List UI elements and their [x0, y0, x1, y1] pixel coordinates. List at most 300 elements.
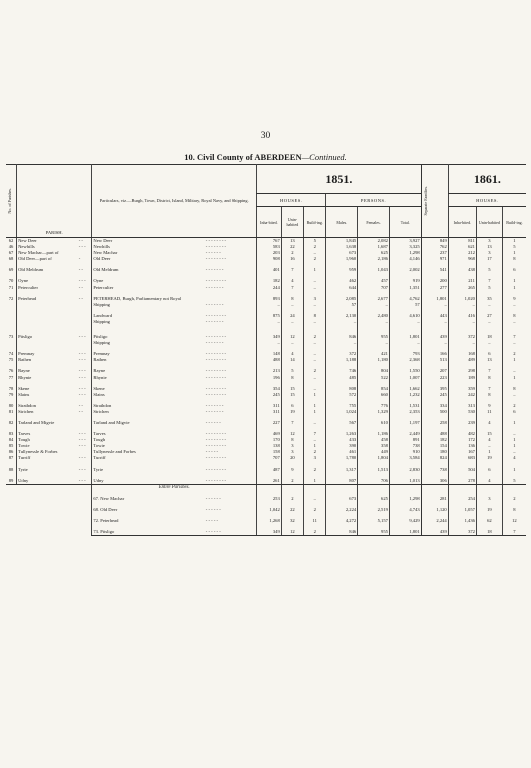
particulars: Skene [92, 386, 205, 392]
parish-number: 72 [8, 295, 14, 301]
houses-inhabited-1851: 488 [257, 357, 282, 363]
parish-number: 84 [8, 437, 14, 443]
col-females: Females. [358, 207, 390, 238]
total-1851: 2,830 [389, 467, 421, 473]
total-1851: 3,325 [389, 244, 421, 250]
houses-building-1851: 1 [304, 267, 326, 273]
males-1851: 673 [326, 250, 358, 256]
houses-uninhabited-1861: 9 [476, 403, 502, 409]
houses-building-1861: 5 [502, 478, 526, 485]
houses-uninhabited-1861: 18 [476, 334, 502, 340]
houses-inhabited-1861: 265 [448, 285, 476, 291]
houses-uninhabited-1861: 4 [476, 437, 502, 443]
houses-uninhabited-1851: 15 [281, 386, 303, 392]
houses-inhabited-1861: 621 [448, 244, 476, 250]
parish-number: 81 [8, 408, 14, 414]
houses-uninhabited-1851: 12 [281, 529, 303, 536]
males-1851: 2,130 [326, 313, 358, 319]
page-title [0, 152, 531, 162]
title-main: Civil County of ABERDEEN [197, 152, 302, 162]
males-1851: 2,224 [326, 507, 358, 513]
houses-uninhabited-1861: 27 [476, 313, 502, 319]
houses-1861-group: HOUSES. [448, 194, 526, 207]
particulars-leader: - - - - - - [205, 419, 221, 425]
separate-families: 306 [421, 478, 448, 485]
table-row [6, 478, 526, 485]
total-1851: 1,232 [389, 392, 421, 398]
houses-building-1861: 8 [502, 507, 526, 513]
houses-inhabited-1851: 261 [257, 478, 282, 485]
persons-1851-group: PERSONS. [326, 194, 421, 207]
houses-inhabited-1861: 438 [448, 267, 476, 273]
houses-building-1851: 2 [304, 368, 326, 374]
entire-parish-name: 68. Old Deer [92, 507, 205, 513]
houses-building-1851: 2 [304, 244, 326, 250]
separate-families: 200 [421, 278, 448, 284]
particulars-leader: - - - - - - - [205, 284, 224, 290]
houses-building-1861: 2 [502, 351, 526, 357]
separate-families: 334 [421, 403, 448, 409]
houses-inhabited-1851: 354 [257, 386, 282, 392]
separate-families: – [421, 319, 448, 325]
total-1851: 1,801 [389, 529, 421, 536]
houses-inhabited-1861: 968 [448, 256, 476, 262]
houses-uninhabited-1861: 3 [476, 496, 502, 502]
parish-leader: - - - [78, 385, 86, 391]
houses-inhabited-1851: 196 [257, 375, 282, 381]
parish-number: 69 [8, 267, 14, 273]
houses-building-1861: 1 [502, 420, 526, 426]
houses-inhabited-1861: 298 [448, 368, 476, 374]
houses-building-1851: 2 [304, 256, 326, 262]
houses-uninhabited-1851: 8 [281, 296, 303, 302]
total-1851: 2,449 [389, 431, 421, 437]
houses-inhabited-1861: 168 [448, 351, 476, 357]
separate-families: 182 [421, 437, 448, 443]
houses-uninhabited-1861: 17 [476, 256, 502, 262]
houses-uninhabited-1851: 19 [281, 409, 303, 415]
particulars: Tarland and Migvie [92, 420, 205, 426]
particulars: Shipping [92, 340, 205, 346]
houses-building-1861: 6 [502, 267, 526, 273]
parish-number: 70 [8, 278, 14, 284]
houses-inhabited-1861: 136 [448, 443, 476, 449]
houses-inhabited-1851: 349 [257, 529, 282, 536]
particulars-leader: - - - - - - - - [205, 374, 227, 380]
blank-cell [281, 484, 303, 491]
separate-families: 180 [421, 449, 448, 455]
houses-building-1861: 7 [502, 334, 526, 340]
males-1851: 807 [326, 478, 358, 485]
houses-uninhabited-1851: 12 [281, 431, 303, 437]
houses-building-1861: – [502, 392, 526, 398]
houses-building-1861: 1 [502, 443, 526, 449]
particulars-leader: - - - - - - - - [205, 455, 227, 461]
col-building-1861: Build-ing. [502, 207, 526, 238]
parish-number: 75 [8, 357, 14, 363]
particulars-leader: - - - - - - - - [205, 437, 227, 443]
females-1851: 1,186 [358, 431, 390, 437]
entire-parishes-body [6, 484, 526, 535]
blank-cell [421, 484, 448, 491]
houses-inhabited-1861: – [448, 302, 476, 308]
parish-leader: - - - [78, 351, 86, 357]
parish-name: Strathdon [17, 403, 78, 409]
total-1851: 1,550 [389, 368, 421, 374]
separate-families: 277 [421, 285, 448, 291]
parish-leader: - - [78, 408, 83, 414]
houses-inhabited-1861: 811 [448, 238, 476, 245]
houses-inhabited-1861: 489 [448, 357, 476, 363]
houses-building-1861: 12 [502, 518, 526, 524]
females-1851: 421 [358, 351, 390, 357]
houses-building-1861: 7 [502, 529, 526, 536]
blank-cell [6, 529, 17, 536]
parish-leader: - - [78, 238, 83, 243]
spacer-cell [17, 325, 78, 334]
females-1851: 706 [358, 478, 390, 485]
separate-families: 500 [421, 409, 448, 415]
separate-families: 971 [421, 256, 448, 262]
parish-leader: - - [78, 284, 83, 290]
particulars: Udny [92, 478, 205, 485]
houses-uninhabited-1851: 6 [281, 403, 303, 409]
houses-inhabited-1851: 170 [257, 437, 282, 443]
parish-leader: - - - [78, 443, 86, 449]
males-1851: 462 [326, 278, 358, 284]
particulars-leader: - - - - - - - - [205, 478, 257, 485]
separate-families: 207 [421, 368, 448, 374]
particulars: New Deer [92, 238, 205, 245]
houses-uninhabited-1851: 16 [281, 256, 303, 262]
females-1851: 1,513 [358, 467, 390, 473]
houses-uninhabited-1861: 7 [476, 278, 502, 284]
houses-building-1861: – [502, 319, 526, 325]
houses-inhabited-1851: 148 [257, 351, 282, 357]
houses-uninhabited-1851: – [281, 302, 303, 308]
total-1851: 919 [389, 278, 421, 284]
parish-leader: - - [78, 402, 83, 408]
separate-families: – [421, 340, 448, 346]
males-1851: 1,960 [326, 256, 358, 262]
females-1851: 2,186 [358, 256, 390, 262]
houses-uninhabited-1851: 3 [281, 443, 303, 449]
particulars-leader: - - - - - - - [205, 267, 224, 273]
houses-uninhabited-1851: 7 [281, 420, 303, 426]
particulars: Old Meldrum [92, 267, 205, 273]
houses-uninhabited-1851: 32 [281, 518, 303, 524]
houses-uninhabited-1851: 8 [281, 437, 303, 443]
separate-families: 237 [421, 250, 448, 256]
particulars: Shipping [92, 319, 205, 325]
males-1851: 673 [326, 496, 358, 502]
houses-building-1861: 9 [502, 296, 526, 302]
males-1851: 1,780 [326, 455, 358, 461]
parish-name: Udny [17, 478, 78, 485]
houses-building-1851: – [304, 302, 326, 308]
houses-inhabited-1851: 213 [257, 368, 282, 374]
houses-uninhabited-1861: 15 [476, 431, 502, 437]
houses-building-1851: 3 [304, 455, 326, 461]
houses-building-1861: 1 [502, 375, 526, 381]
females-1851: 1,180 [358, 357, 390, 363]
total-1851: 1,298 [389, 250, 421, 256]
blank-cell [257, 484, 282, 491]
houses-inhabited-1861: 482 [448, 431, 476, 437]
females-1851: 804 [358, 368, 390, 374]
houses-uninhabited-1861: 4 [476, 478, 502, 485]
houses-building-1861: 1 [502, 437, 526, 443]
blank-cell [78, 529, 92, 536]
houses-inhabited-1851: 182 [257, 278, 282, 284]
houses-inhabited-1851: 158 [257, 449, 282, 455]
houses-uninhabited-1851: 7 [281, 285, 303, 291]
houses-building-1851: – [304, 357, 326, 363]
entire-parishes-heading-row [6, 484, 526, 491]
parish-number: 71 [8, 284, 14, 290]
houses-inhabited-1851: 244 [257, 285, 282, 291]
separate-families: 281 [421, 496, 448, 502]
houses-building-1851: – [304, 351, 326, 357]
houses-inhabited-1851: 138 [257, 443, 282, 449]
parish-number: 79 [8, 391, 14, 397]
parish-leader: - - - [78, 334, 86, 340]
particulars: Newhills [92, 244, 205, 250]
col-inhabited-1861: Inha-bited. [448, 207, 476, 238]
spacer-cell [326, 325, 358, 334]
houses-uninhabited-1861: 18 [476, 529, 502, 536]
houses-building-1851: 2 [304, 334, 326, 340]
particulars: Peterculter [92, 285, 205, 291]
particulars-leader: - - - - - - - [205, 402, 224, 408]
entire-parish-row [6, 529, 526, 536]
spacer-cell [389, 325, 421, 334]
particulars: Tullynessle and Forbes [92, 449, 205, 455]
particulars-leader: - - - - - - - - [205, 334, 227, 340]
houses-building-1851: 3 [304, 296, 326, 302]
houses-building-1861: – [502, 368, 526, 374]
particulars: PETERHEAD, Burgh, Parliamentary not Royal [92, 296, 205, 302]
houses-building-1861: 1 [502, 278, 526, 284]
houses-inhabited-1861: 1,057 [448, 507, 476, 513]
separate-families: 439 [421, 529, 448, 536]
parish-leader: - - - [78, 357, 86, 363]
males-1851: 567 [326, 420, 358, 426]
particulars: Landward [92, 313, 205, 319]
total-1851: 2,002 [389, 267, 421, 273]
houses-building-1851: 2 [304, 449, 326, 455]
blank-cell [448, 484, 476, 491]
total-1851: 2,353 [389, 409, 421, 415]
houses-uninhabited-1851: 9 [281, 467, 303, 473]
parish-leader: - - - [78, 244, 86, 250]
particulars: Oyne [92, 278, 205, 284]
females-1851: 776 [358, 403, 390, 409]
houses-uninhabited-1861: 13 [476, 244, 502, 250]
particulars-leader: - - - - - - - - [205, 351, 227, 357]
houses-inhabited-1861: 172 [448, 437, 476, 443]
entire-parish-name: 67. New Machar [92, 496, 205, 502]
year-1861: 1861. [448, 165, 526, 194]
particulars-leader: - - - - - - - [205, 318, 224, 324]
houses-uninhabited-1861: 3 [476, 250, 502, 256]
separate-families: 443 [421, 313, 448, 319]
blank-cell [358, 484, 390, 491]
parish-name: Strichen [17, 409, 78, 415]
parish-number: 85 [8, 443, 14, 449]
parish-leader: - - - [78, 368, 86, 374]
page-number: 30 [260, 131, 271, 141]
parish-leader: - - - [78, 391, 86, 397]
houses-building-1861: – [502, 431, 526, 437]
houses-inhabited-1861: 167 [448, 449, 476, 455]
females-1851: 625 [358, 250, 390, 256]
houses-inhabited-1851: 1,268 [257, 518, 282, 524]
males-1851: 1,638 [326, 244, 358, 250]
houses-inhabited-1851: 1,042 [257, 507, 282, 513]
particulars-leader: - - - - - - - - [205, 256, 227, 262]
houses-inhabited-1851: 875 [257, 313, 282, 319]
col-no-of-parishes: No. of Parishes. [7, 188, 12, 214]
spacer-cell [281, 325, 303, 334]
parish-name: Old Deer—part of [17, 256, 78, 262]
houses-building-1861: 8 [502, 256, 526, 262]
houses-inhabited-1861: 530 [448, 409, 476, 415]
separate-families: 395 [421, 386, 448, 392]
houses-building-1851: 1 [304, 478, 326, 485]
houses-building-1851: – [304, 496, 326, 502]
houses-building-1851: 8 [304, 313, 326, 319]
houses-building-1861: 1 [502, 250, 526, 256]
houses-uninhabited-1851: 13 [281, 238, 303, 245]
houses-uninhabited-1851: – [281, 340, 303, 346]
parish-number: 88 [8, 466, 14, 472]
females-1851: 955 [358, 334, 390, 340]
total-1851: 3,927 [389, 238, 421, 245]
total-1851: 1,351 [389, 285, 421, 291]
total-1851: 1,197 [389, 420, 421, 426]
col-building: Build-ing. [304, 207, 326, 238]
males-1851: 2,085 [326, 296, 358, 302]
houses-inhabited-1861: 278 [448, 478, 476, 485]
separate-families: 541 [421, 267, 448, 273]
males-1851: 755 [326, 403, 358, 409]
houses-building-1851: – [304, 250, 326, 256]
parish-number: 80 [8, 402, 14, 408]
houses-building-1861: – [502, 449, 526, 455]
houses-inhabited-1861: 416 [448, 313, 476, 319]
parish-leader: - - - [78, 455, 86, 461]
males-1851: 846 [326, 334, 358, 340]
parish-leader: - - - [78, 466, 86, 472]
houses-building-1861: 8 [502, 386, 526, 392]
houses-building-1851: 11 [304, 518, 326, 524]
males-1851: 959 [326, 267, 358, 273]
houses-building-1851: 1 [304, 392, 326, 398]
females-1851: 955 [358, 529, 390, 536]
houses-inhabited-1851: 583 [257, 244, 282, 250]
separate-families: 223 [421, 375, 448, 381]
houses-inhabited-1851: 245 [257, 392, 282, 398]
separate-families: 2,244 [421, 518, 448, 524]
parish-name: Oyne [17, 278, 78, 284]
parish-number: 68 [8, 256, 14, 262]
houses-uninhabited-1861: 7 [476, 386, 502, 392]
blank-cell [389, 484, 421, 491]
houses-uninhabited-1851: 4 [281, 351, 303, 357]
spacer-cell [421, 325, 448, 334]
parish-name: Newhills [17, 244, 78, 250]
parish-name: Peterculter [17, 285, 78, 291]
houses-inhabited-1861: 189 [448, 375, 476, 381]
houses-inhabited-1851: 908 [257, 256, 282, 262]
females-1851: 449 [358, 449, 390, 455]
houses-inhabited-1861: 359 [448, 386, 476, 392]
total-1851: 1,298 [389, 496, 421, 502]
houses-uninhabited-1861: – [476, 319, 502, 325]
houses-uninhabited-1851: 5 [281, 368, 303, 374]
parish-leader: - - - [78, 278, 86, 284]
total-1851: 1,531 [389, 403, 421, 409]
total-1851: 2,368 [389, 357, 421, 363]
houses-uninhabited-1861: 1 [476, 449, 502, 455]
males-1851: 1,024 [326, 409, 358, 415]
houses-uninhabited-1861: – [476, 443, 502, 449]
particulars: Turriff [92, 455, 205, 461]
houses-building-1861: 2 [502, 403, 526, 409]
parish-leader: - - [78, 295, 83, 301]
houses-building-1861: – [502, 340, 526, 346]
females-1851: 1,687 [358, 244, 390, 250]
houses-uninhabited-1861: 19 [476, 455, 502, 461]
entire-parishes-heading: Entire Parishes. [92, 484, 257, 491]
parish-number: 87 [8, 455, 14, 461]
females-1851: 2,677 [358, 296, 390, 302]
spacer-cell [78, 325, 92, 334]
parish-name: Rathen [17, 357, 78, 363]
particulars: Tyrie [92, 467, 205, 473]
spacer-row [6, 325, 526, 334]
houses-uninhabited-1851: 12 [281, 334, 303, 340]
entire-parish-name: 73. Pitsligo [92, 529, 205, 536]
houses-uninhabited-1851: 20 [281, 455, 303, 461]
parish-number: 86 [8, 449, 14, 455]
houses-inhabited-1861: 242 [448, 392, 476, 398]
separate-families: 824 [421, 455, 448, 461]
houses-uninhabited-1861: 13 [476, 357, 502, 363]
houses-inhabited-1851: 401 [257, 267, 282, 273]
spacer-cell [257, 325, 282, 334]
spacer-cell [448, 325, 476, 334]
parish-name: Towie [17, 443, 78, 449]
houses-uninhabited-1851: 7 [281, 267, 303, 273]
houses-uninhabited-1861: 35 [476, 296, 502, 302]
col-parish: PARISH. [17, 165, 92, 238]
particulars: Strichen [92, 409, 205, 415]
houses-inhabited-1861: 211 [448, 278, 476, 284]
houses-inhabited-1861: 212 [448, 250, 476, 256]
parish-number: 83 [8, 431, 14, 437]
total-1851: 3,584 [389, 455, 421, 461]
houses-building-1861: 4 [502, 455, 526, 461]
houses-uninhabited-1861: 8 [476, 375, 502, 381]
houses-building-1851: 1 [304, 409, 326, 415]
parish-name: New Deer [17, 238, 78, 245]
males-1851: 57 [326, 302, 358, 308]
males-1851: 390 [326, 443, 358, 449]
houses-uninhabited-1861: 6 [476, 467, 502, 473]
houses-inhabited-1851: 707 [257, 455, 282, 461]
